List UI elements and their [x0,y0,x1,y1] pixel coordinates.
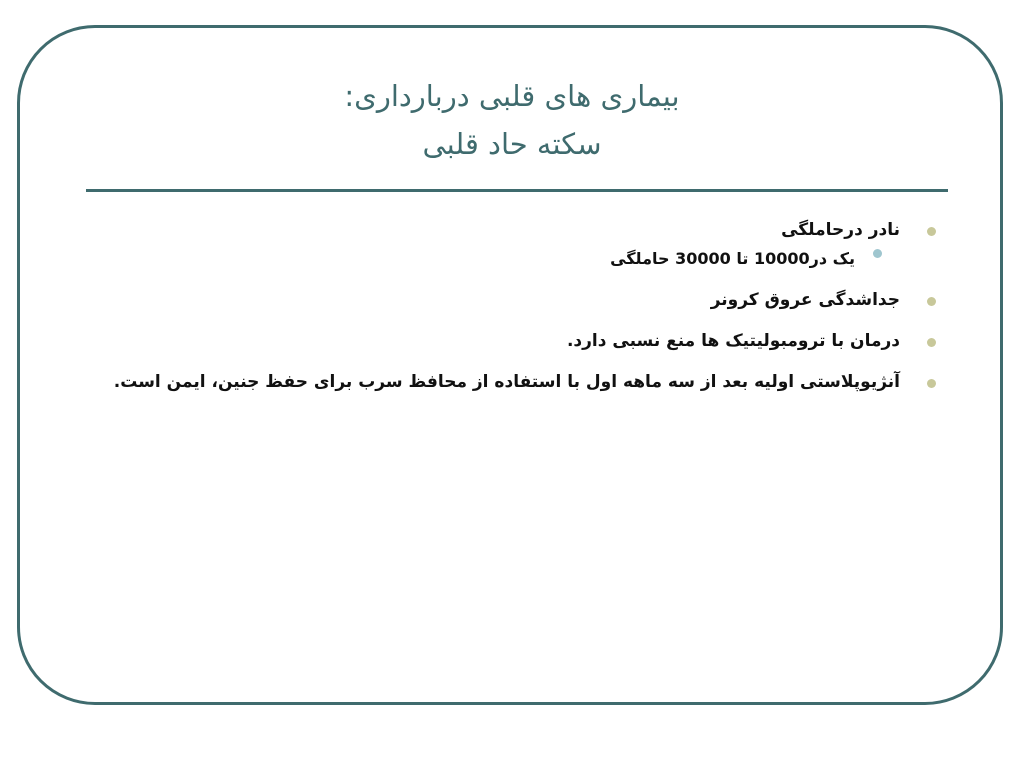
list-item [100,370,900,394]
sub-bullet-dot-icon [873,249,882,258]
bullet-text: آنژیوپلاستی اولیه بعد از سه ماهه اول با استفاده از محافظ سرب برای حفظ جنین، ایمن است. [113,372,900,392]
bullet-text: جداشدگی عروق کرونر [710,290,900,310]
slide-title [150,72,874,168]
title-line-1: بیماری های قلبی دربارداری: [344,79,680,113]
list-item [100,329,900,353]
sub-list-item [100,247,855,271]
bullet-dot-icon [927,227,936,236]
bullet-list [100,218,900,411]
title-divider [86,189,948,192]
bullet-dot-icon [927,379,936,388]
list-item [100,288,900,312]
sub-bullet-text: یک در10000 تا 30000 حاملگی [610,249,855,268]
list-item [100,218,900,242]
bullet-dot-icon [927,338,936,347]
title-line-2: سکته حاد قلبی [422,127,602,161]
bullet-text: نادر درحاملگی [781,220,900,240]
bullet-text: درمان با ترومبولیتیک ها منع نسبی دارد. [566,331,900,351]
bullet-dot-icon [927,297,936,306]
